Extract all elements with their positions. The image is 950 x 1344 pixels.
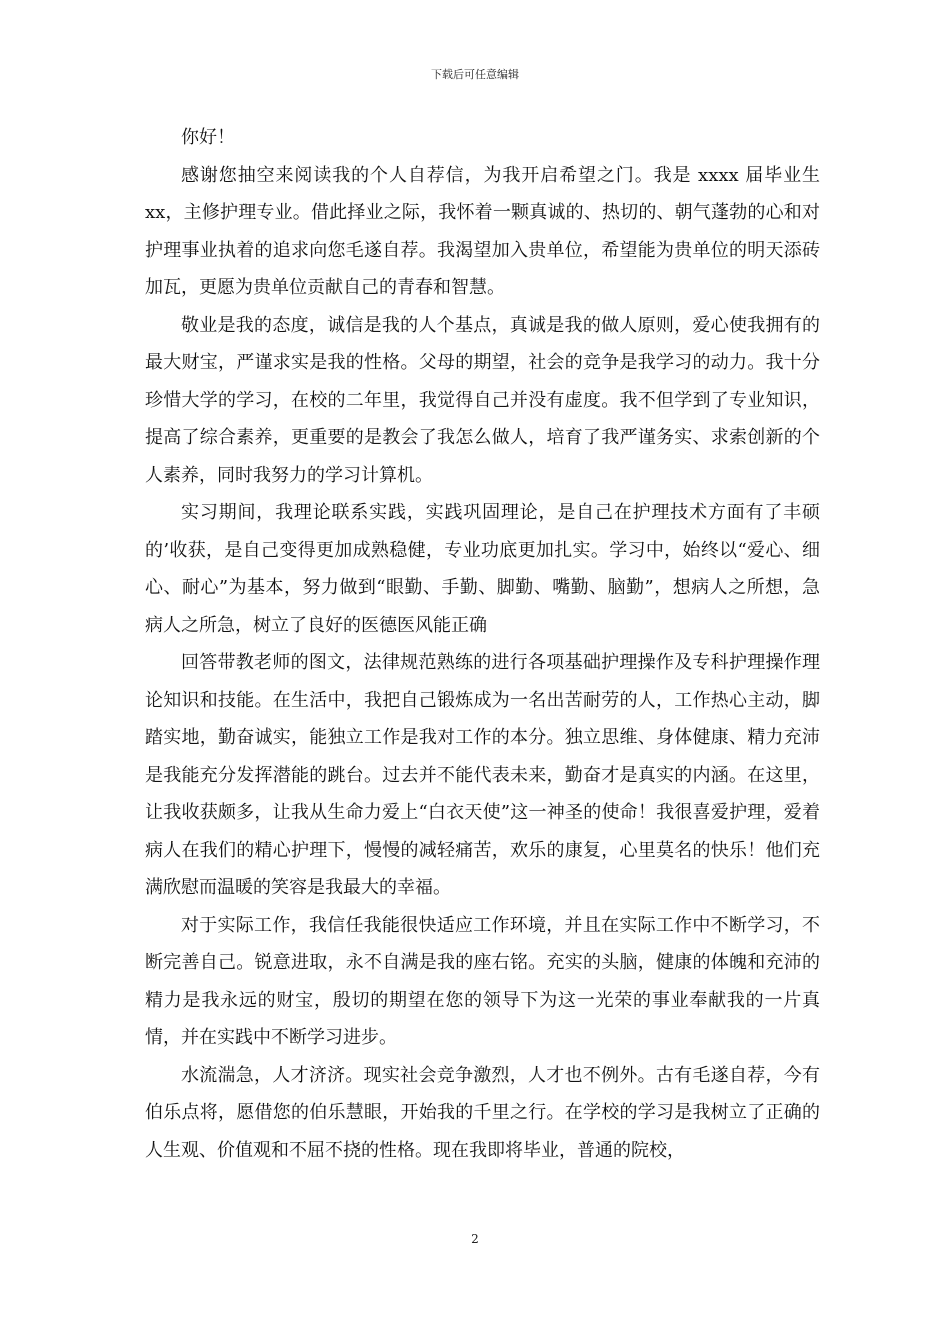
greeting: 你好！ bbox=[181, 127, 235, 148]
paragraph-1: 感谢您抽空来阅读我的个人自荐信，为我开启希望之门。我是 xxxx 届毕业生 xx，主修护理专业。借此择业之际，我怀着一颗真诚的、热切的、朝气蓬勃的心和对护理事业执着的追求向您毛遂自荐。我渴望加入贵单位，希望能为贵单位的明天添砖加瓦，更愿为贵单位贡献自己的青春和智慧。 bbox=[145, 164, 820, 298]
paragraph-2: 敬业是我的态度，诚信是我的人个基点，真诚是我的做人原则，爱心使我拥有的最大财宝，严谨求实是我的性格。父母的期望，社会的竞争是我学习的动力。我十分珍惜大学的学习，在校的二年里，我觉得自己并没有虚度。我不但学到了专业知识，提高了综合素养，更重要的是教会了我怎么做人，培育了我严谨务实、求索创新的个人素养，同时我努力的学习计算机。 bbox=[145, 314, 820, 486]
paragraph-6: 水流湍急，人才济济。现实社会竞争激烈，人才也不例外。古有毛遂自荐，今有伯乐点将，愿借您的伯乐慧眼，开始我的千里之行。在学校的学习是我树立了正确的人生观、价值观和不屈不挠的性格。现在我即将毕业，普通的院校， bbox=[145, 1064, 820, 1161]
paragraph-5: 对于实际工作，我信任我能很快适应工作环境，并且在实际工作中不断学习，不断完善自己。锐意进取，永不自满是我的座右铭。充实的头脑，健康的体魄和充沛的精力是我永远的财宝，殷切的期望在您的领导下为这一光荣的事业奉献我的一片真情，并在实践中不断学习进步。 bbox=[145, 914, 820, 1048]
paragraph-4: 回答带教老师的图文，法律规范熟练的进行各项基础护理操作及专科护理操作理论知识和技能。在生活中，我把自己锻炼成为一名出苦耐劳的人，工作热心主动，脚踏实地，勤奋诚实，能独立工作是我对工作的本分。独立思维、身体健康、精力充沛是我能充分发挥潜能的跳台。过去并不能代表未来，勤奋才是真实的内涵。在这里，让我收获颇多，让我从生命力爱上“白衣天使”这一神圣的使命！我很喜爱护理，爱着病人在我们的精心护理下，慢慢的减轻痛苦，欢乐的康复，心里莫名的快乐！他们充满欣慰而温暖的笑容是我最大的幸福。 bbox=[145, 652, 820, 898]
document-body bbox=[145, 119, 820, 1169]
paragraph-3: 实习期间，我理论联系实践，实践巩固理论，是自己在护理技术方面有了丰硕的’收获，是自己变得更加成熟稳健，专业功底更加扎实。学习中，始终以“爱心、细心、耐心”为基本，努力做到“眼勤、手勤、脚勤、嘴勤、脑勤”，想病人之所想，急病人之所急，树立了良好的医德医风能正确 bbox=[145, 502, 820, 636]
page-number: 2 bbox=[471, 1232, 479, 1246]
page-header-note: 下载后可任意编辑 bbox=[431, 68, 519, 81]
